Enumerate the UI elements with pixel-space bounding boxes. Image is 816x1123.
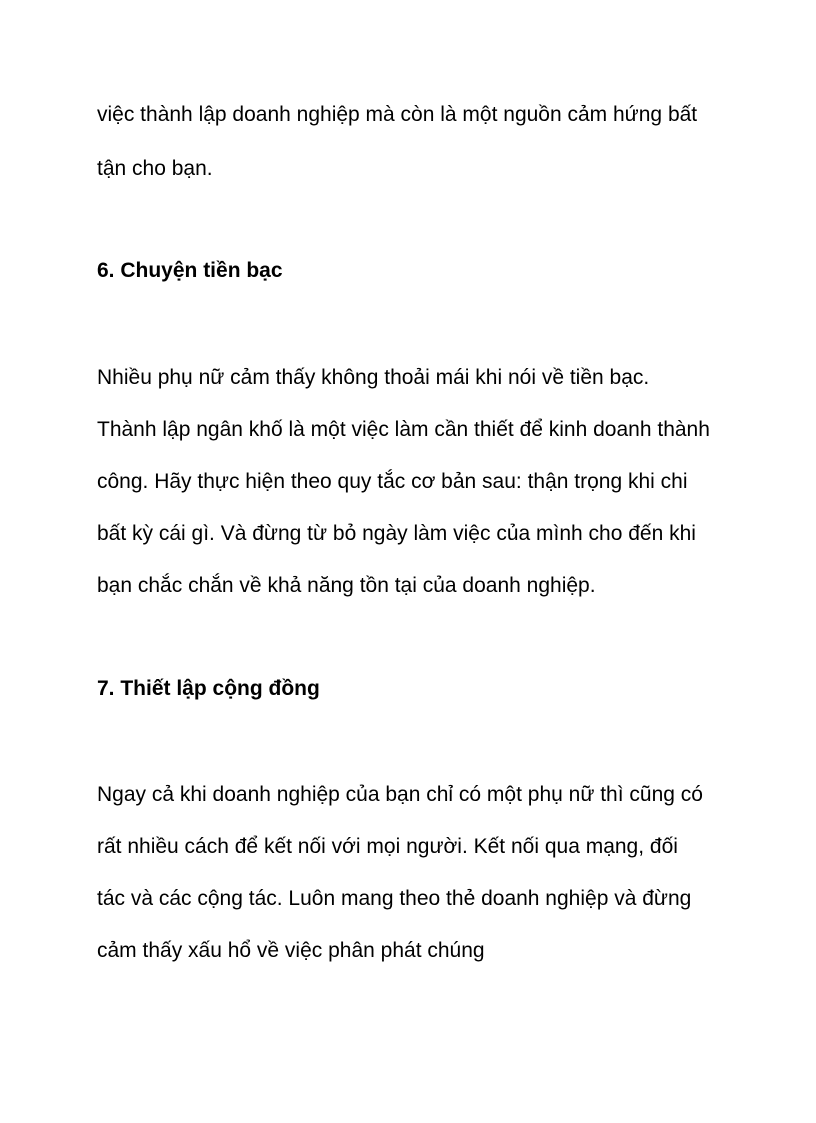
paragraph-line: bất kỳ cái gì. Và đừng từ bỏ ngày làm việc của mình cho đến khi — [97, 522, 696, 545]
paragraph-line: công. Hãy thực hiện theo quy tắc cơ bản sau: thận trọng khi chi — [97, 470, 688, 493]
section-6-heading: 6. Chuyện tiền bạc — [97, 259, 283, 282]
paragraph-line: Nhiều phụ nữ cảm thấy không thoải mái khi nói về tiền bạc. — [97, 366, 650, 389]
section-7-heading: 7. Thiết lập cộng đồng — [97, 677, 320, 700]
paragraph-line: tác và các cộng tác. Luôn mang theo thẻ doanh nghiệp và đừng — [97, 887, 692, 910]
paragraph-line: bạn chắc chắn về khả năng tồn tại của doanh nghiệp. — [97, 574, 596, 597]
paragraph-line: Ngay cả khi doanh nghiệp của bạn chỉ có một phụ nữ thì cũng có — [97, 783, 703, 806]
paragraph-line: Thành lập ngân khố là một việc làm cần thiết để kinh doanh thành — [97, 418, 710, 441]
paragraph-line: cảm thấy xấu hổ về việc phân phát chúng — [97, 939, 485, 962]
paragraph-line: rất nhiều cách để kết nối với mọi người. Kết nối qua mạng, đối — [97, 835, 678, 858]
paragraph-line: việc thành lập doanh nghiệp mà còn là một nguồn cảm hứng bất — [97, 103, 698, 126]
paragraph-line: tận cho bạn. — [97, 157, 213, 180]
